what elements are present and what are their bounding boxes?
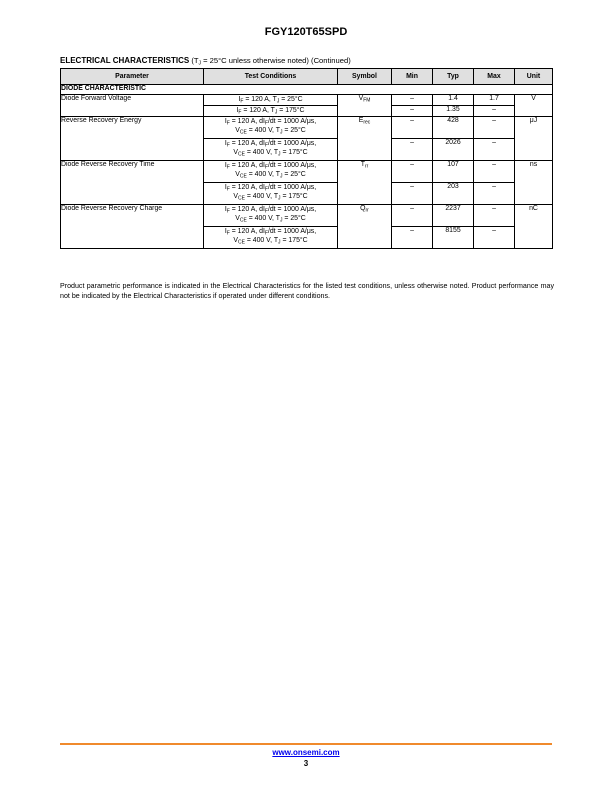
cond-sub: CE xyxy=(237,239,245,246)
typ-cell: 1.35 xyxy=(433,106,474,117)
section-label: DIODE CHARACTERISTIC xyxy=(61,85,553,95)
cond-sub: J xyxy=(274,109,278,116)
cond-text: /dt = 1000 A/μs, xyxy=(267,206,317,213)
document-title: FGY120T65SPD xyxy=(264,26,348,38)
cond-sub: F xyxy=(226,142,230,149)
symbol-sub: rr xyxy=(364,163,369,170)
cond-text: V xyxy=(233,237,238,244)
cond-text: = 175°C xyxy=(280,237,308,244)
max-cell: – xyxy=(474,205,515,227)
table-row xyxy=(61,95,553,106)
cond-sub: F xyxy=(264,208,268,215)
electrical-characteristics-table xyxy=(60,68,553,249)
cond-sub: F xyxy=(238,109,242,116)
symbol-text: T xyxy=(360,161,365,168)
min-cell: – xyxy=(392,139,433,161)
test-condition-cell xyxy=(204,117,338,139)
cond-text: /dt = 1000 A/μs, xyxy=(267,162,317,169)
column-header: Test Conditions xyxy=(204,69,338,85)
footer-website-link[interactable]: www.onsemi.com xyxy=(272,748,340,757)
section-title-prefix: (T xyxy=(191,56,199,65)
test-condition-cell xyxy=(204,205,338,227)
test-condition-cell xyxy=(204,161,338,183)
typ-cell: 8155 xyxy=(433,227,474,249)
column-header: Min xyxy=(392,69,433,85)
section-title-suffix: = 25°C unless otherwise noted) (Continued) xyxy=(203,56,351,65)
typ-cell: 203 xyxy=(433,183,474,205)
parameter-cell: Diode Reverse Recovery Time xyxy=(61,161,204,205)
cond-text: = 120 A, dI xyxy=(229,118,265,125)
cond-sub: F xyxy=(226,164,230,171)
cond-sub: J xyxy=(279,173,283,180)
test-condition-cell xyxy=(204,183,338,205)
cond-text: = 400 V, T xyxy=(246,215,280,222)
symbol-sub: rr xyxy=(365,207,369,214)
min-cell: – xyxy=(392,95,433,106)
max-cell: – xyxy=(474,139,515,161)
cond-sub: J xyxy=(278,195,281,202)
symbol-cell xyxy=(338,95,392,117)
cond-text: V xyxy=(233,193,238,200)
cond-sub: F xyxy=(226,120,230,127)
max-cell: – xyxy=(474,227,515,249)
cond-sub: CE xyxy=(237,151,245,158)
column-header: Symbol xyxy=(338,69,392,85)
cond-text: = 400 V, T xyxy=(244,237,279,244)
cond-text: = 120 A, dI xyxy=(229,140,265,147)
symbol-sub: FM xyxy=(363,97,371,104)
typ-cell: 107 xyxy=(433,161,474,183)
column-header: Typ xyxy=(433,69,474,85)
tj-subscript: J xyxy=(198,60,201,67)
max-cell: – xyxy=(474,183,515,205)
cond-text: = 400 V, T xyxy=(244,193,279,200)
unit-cell: V xyxy=(515,95,553,117)
min-cell: – xyxy=(392,183,433,205)
cond-sub: F xyxy=(264,230,268,237)
footer-divider xyxy=(60,743,552,745)
cond-sub: F xyxy=(226,208,230,215)
cond-text: /dt = 1000 A/μs, xyxy=(267,184,317,191)
column-header: Parameter xyxy=(61,69,204,85)
cond-text: I xyxy=(224,118,227,125)
cond-text: = 400 V, T xyxy=(244,149,279,156)
cond-text: I xyxy=(224,162,227,169)
cond-text: = 120 A, dI xyxy=(229,162,265,169)
symbol-cell xyxy=(338,117,392,161)
symbol-sub: rec xyxy=(363,119,371,126)
column-header: Unit xyxy=(515,69,553,85)
cond-text: /dt = 1000 A/μs, xyxy=(267,118,317,125)
section-title-main: ELECTRICAL CHARACTERISTICS xyxy=(60,56,190,65)
parameter-cell: Reverse Recovery Energy xyxy=(61,117,204,161)
section-row xyxy=(61,85,553,95)
typ-cell: 2237 xyxy=(433,205,474,227)
test-condition-cell xyxy=(204,139,338,161)
cond-sub: CE xyxy=(237,195,245,202)
table-row xyxy=(61,161,553,183)
cond-sub: F xyxy=(264,186,268,193)
cond-sub: F xyxy=(264,142,268,149)
cond-sub: F xyxy=(264,120,268,127)
cond-text: V xyxy=(235,171,240,178)
unit-cell: nC xyxy=(515,205,553,249)
cond-sub: J xyxy=(278,239,281,246)
test-condition-cell xyxy=(204,95,338,106)
max-cell: – xyxy=(474,161,515,183)
test-condition-cell xyxy=(204,106,338,117)
cond-sub: J xyxy=(279,129,283,136)
unit-cell: μJ xyxy=(515,117,553,161)
typ-cell: 2026 xyxy=(433,139,474,161)
parameter-cell: Diode Reverse Recovery Charge xyxy=(61,205,204,249)
cond-text: = 175°C xyxy=(280,149,308,156)
cond-text: I xyxy=(224,184,227,191)
symbol-cell xyxy=(338,205,392,249)
cond-text: I xyxy=(224,228,227,235)
cond-sub: F xyxy=(264,164,268,171)
cond-text: = 25°C xyxy=(282,127,306,134)
cond-text: I xyxy=(224,140,227,147)
cond-sub: F xyxy=(240,98,244,105)
test-condition-cell xyxy=(204,227,338,249)
max-cell: – xyxy=(474,117,515,139)
symbol-text: E xyxy=(358,117,364,124)
cond-sub: F xyxy=(226,230,230,237)
cond-sub: CE xyxy=(239,217,247,224)
min-cell: – xyxy=(392,205,433,227)
min-cell: – xyxy=(392,227,433,249)
cond-text: = 120 A, T xyxy=(243,96,277,103)
symbol-text: V xyxy=(358,95,364,102)
parameter-cell: Diode Forward Voltage xyxy=(61,95,204,117)
cond-text: I xyxy=(238,96,241,103)
page-number: 3 xyxy=(303,759,309,768)
cond-text: = 25°C xyxy=(282,171,306,178)
cond-text: = 120 A, dI xyxy=(229,206,265,213)
max-cell: 1.7 xyxy=(474,95,515,106)
cond-text: = 120 A, dI xyxy=(229,228,265,235)
cond-text: = 25°C xyxy=(279,96,303,103)
table-header-row xyxy=(61,69,553,85)
min-cell: – xyxy=(392,106,433,117)
cond-text: = 400 V, T xyxy=(246,171,280,178)
min-cell: – xyxy=(392,161,433,183)
cond-sub: J xyxy=(278,151,281,158)
column-header: Max xyxy=(474,69,515,85)
cond-text: V xyxy=(235,127,240,134)
typ-cell: 1.4 xyxy=(433,95,474,106)
cond-sub: CE xyxy=(239,173,247,180)
cond-text: = 400 V, T xyxy=(246,127,280,134)
symbol-text: Q xyxy=(360,205,366,212)
max-cell: – xyxy=(474,106,515,117)
cond-text: V xyxy=(235,215,240,222)
cond-text: = 175°C xyxy=(280,193,308,200)
cond-sub: F xyxy=(226,186,230,193)
cond-text: = 120 A, dI xyxy=(229,184,265,191)
cond-sub: J xyxy=(276,98,280,105)
cond-text: I xyxy=(224,206,227,213)
cond-text: /dt = 1000 A/μs, xyxy=(267,140,317,147)
section-title xyxy=(60,56,351,65)
table-row xyxy=(61,205,553,227)
typ-cell: 428 xyxy=(433,117,474,139)
cond-text: /dt = 1000 A/μs, xyxy=(267,228,317,235)
cond-text: = 120 A, T xyxy=(241,107,275,114)
symbol-cell xyxy=(338,161,392,205)
cond-text: I xyxy=(236,107,239,114)
cond-sub: J xyxy=(279,217,283,224)
cond-sub: CE xyxy=(239,129,247,136)
cond-text: = 175°C xyxy=(277,107,305,114)
table-row xyxy=(61,117,553,139)
unit-cell: ns xyxy=(515,161,553,205)
footnote: Product parametric performance is indicated in the Electrical Characteristics for the listed test conditions, unless otherwise noted. Product performance may not be indicated by the Electrical Characteristics if operated under different conditions. xyxy=(60,282,554,300)
cond-text: = 25°C xyxy=(282,215,306,222)
cond-text: V xyxy=(233,149,238,156)
min-cell: – xyxy=(392,117,433,139)
